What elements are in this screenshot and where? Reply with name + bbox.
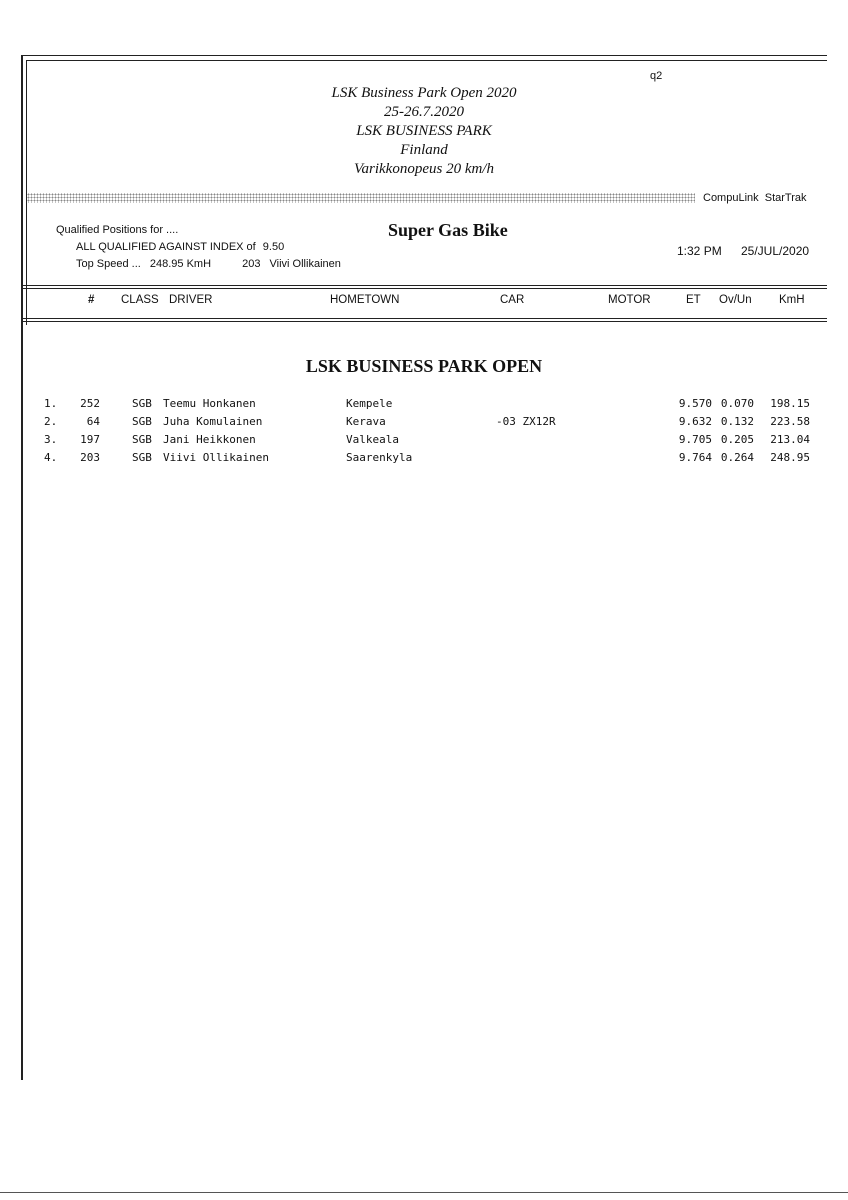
row-position: 4.	[44, 451, 58, 464]
row-ovun: 0.205	[720, 433, 754, 446]
row-ovun: 0.264	[720, 451, 754, 464]
row-class: SGB	[132, 415, 152, 428]
col-ovun-header: Ov/Un	[719, 294, 752, 306]
report-date: 25/JUL/2020	[741, 244, 810, 258]
table-row	[0, 433, 848, 450]
event-venue: LSK BUSINESS PARK	[356, 123, 492, 139]
table-row	[0, 451, 848, 468]
top-speed-number: 203	[242, 258, 261, 270]
header-rule-top-2	[21, 288, 827, 289]
row-driver: Juha Komulainen	[163, 415, 263, 428]
frame-top-border	[21, 55, 827, 56]
col-num-header: #	[88, 294, 95, 306]
section-title: LSK BUSINESS PARK OPEN	[305, 356, 543, 376]
row-et: 9.705	[678, 433, 712, 446]
row-driver: Jani Heikkonen	[163, 433, 256, 446]
row-kmh: 223.58	[770, 415, 810, 428]
row-number: 64	[86, 415, 100, 428]
row-class: SGB	[132, 433, 152, 446]
row-position: 3.	[44, 433, 58, 446]
dotted-separator	[27, 193, 695, 203]
header-rule-bottom-2	[21, 321, 827, 322]
frame-top-border-inner	[26, 60, 827, 61]
top-speed-label: Top Speed ...	[76, 258, 141, 270]
vendor-label: CompuLink StarTrak	[703, 192, 807, 204]
col-et-header: ET	[686, 294, 701, 306]
row-hometown: Valkeala	[346, 433, 399, 446]
row-et: 9.570	[678, 397, 712, 410]
bottom-page-line	[0, 1192, 848, 1193]
col-car-header: CAR	[500, 294, 525, 306]
row-number: 197	[80, 433, 100, 446]
table-row	[0, 415, 848, 432]
event-header	[0, 84, 848, 179]
col-kmh-header: KmH	[779, 294, 805, 306]
event-pit-speed: Varikkonopeus 20 km/h	[354, 161, 494, 177]
page-id: q2	[650, 70, 663, 82]
col-driver-header: DRIVER	[169, 294, 213, 306]
table-row	[0, 397, 848, 414]
event-dates: 25-26.7.2020	[384, 104, 464, 120]
index-label: ALL QUALIFIED AGAINST INDEX of	[76, 241, 256, 253]
row-class: SGB	[132, 451, 152, 464]
row-hometown: Kempele	[346, 397, 393, 410]
row-car: -03 ZX12R	[496, 415, 556, 428]
event-title: LSK Business Park Open 2020	[331, 85, 517, 101]
row-class: SGB	[132, 397, 152, 410]
row-position: 1.	[44, 397, 58, 410]
top-speed-line	[76, 258, 341, 270]
row-ovun: 0.070	[720, 397, 754, 410]
col-motor-header: MOTOR	[608, 294, 651, 306]
col-hometown-header: HOMETOWN	[330, 294, 400, 306]
header-rule-bottom	[21, 318, 827, 319]
index-line	[76, 241, 284, 253]
index-value: 9.50	[262, 241, 285, 253]
report-time: 1:32 PM	[677, 244, 722, 258]
row-et: 9.632	[678, 415, 712, 428]
event-country: Finland	[400, 142, 448, 158]
row-hometown: Kerava	[346, 415, 386, 428]
row-kmh: 248.95	[770, 451, 810, 464]
top-speed-value: 248.95 KmH	[149, 258, 212, 270]
qualified-label: Qualified Positions for ....	[56, 224, 179, 236]
row-et: 9.764	[678, 451, 712, 464]
row-number: 252	[80, 397, 100, 410]
row-driver: Viivi Ollikainen	[163, 451, 269, 464]
col-class-header: CLASS	[121, 294, 159, 306]
header-rule-top	[21, 285, 827, 286]
frame-left-border	[21, 55, 23, 1080]
row-position: 2.	[44, 415, 58, 428]
row-ovun: 0.132	[720, 415, 754, 428]
row-driver: Teemu Honkanen	[163, 397, 256, 410]
row-hometown: Saarenkyla	[346, 451, 413, 464]
row-kmh: 213.04	[770, 433, 810, 446]
row-kmh: 198.15	[770, 397, 810, 410]
row-number: 203	[80, 451, 100, 464]
class-title: Super Gas Bike	[388, 220, 508, 240]
top-speed-driver: Viivi Ollikainen	[269, 258, 341, 270]
